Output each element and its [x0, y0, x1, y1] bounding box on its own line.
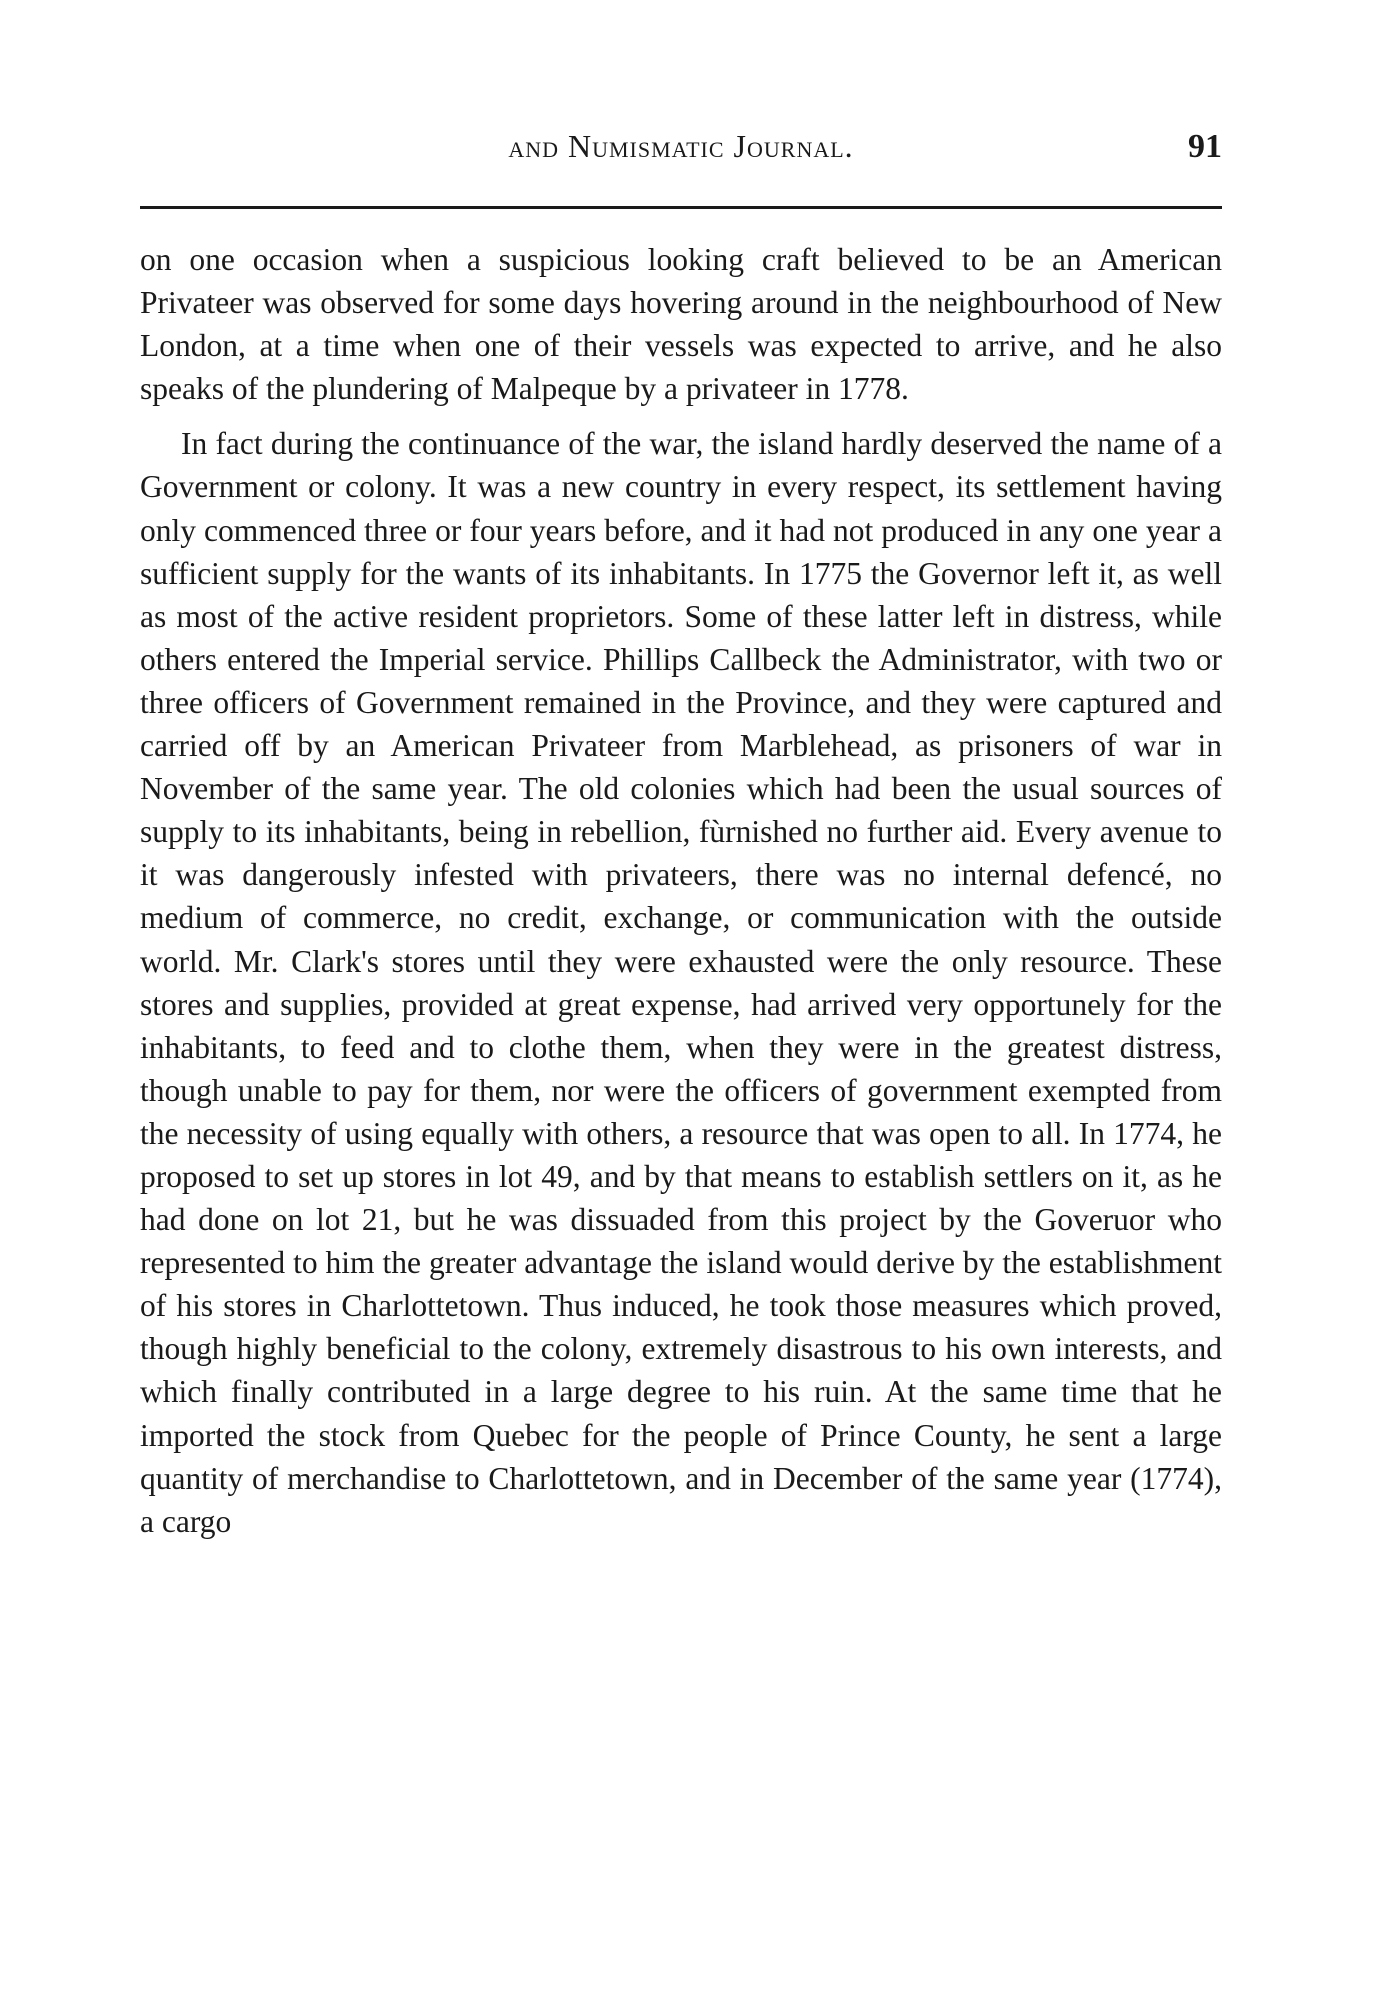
body-text: [140, 238, 1222, 1543]
paragraph-2: In fact during the continuance of the war, the island hardly deserved the name of a Government or colony. It was a new country in every respect, its settlement having only commenced three or four years before, and it had not produced in any one year a sufficient supply for the wants of its inhabitants. In 1775 the Governor left it, as well as most of the active resident proprietors. Some of these latter left in distress, while others entered the Imperial service. Phillips Callbeck the Administrator, with two or three officers of Government remained in the Province, and they were captured and carried off by an American Privateer from Marblehead, as prisoners of war in November of the same year. The old colonies which had been the usual sources of supply to its inhabitants, being in rebellion, fùrnished no further aid. Every avenue to it was dangerously infested with privateers, there was no internal defencé, no medium of commerce, no credit, exchange, or communication with the outside world. Mr. Clark's stores until they were exhausted were the only resource. These stores and supplies, provided at great expense, had arrived very opportunely for the inhabitants, to feed and to clothe them, when they were in the greatest distress, though unable to pay for them, nor were the officers of government exempted from the necessity of using equally with others, a resource that was open to all. In 1774, he proposed to set up stores in lot 49, and by that means to establish settlers on it, as he had done on lot 21, but he was dissuaded from this project by the Goveruor who represented to him the greater advantage the island would derive by the establishment of his stores in Charlottetown. Thus induced, he took those measures which proved, though highly beneficial to the colony, extremely disastrous to his own interests, and which finally contributed in a large degree to his ruin. At the same time that he imported the stock from Quebec for the people of Prince County, he sent a large quantity of merchandise to Charlottetown, and in December of the same year (1774), a cargo: [140, 426, 1222, 1539]
running-head: [140, 128, 1222, 178]
running-title: and Numismatic Journal.: [508, 128, 854, 164]
header-rule: [140, 206, 1222, 209]
paragraph-1: on one occasion when a suspicious looking craft believed to be an American Privateer was observed for some days hovering around in the neighbourhood of New London, at a time when one of their vessels was expected to arrive, and he also speaks of the plundering of Malpeque by a privateer in 1778.: [140, 242, 1222, 407]
page-number: 91: [1188, 128, 1222, 165]
